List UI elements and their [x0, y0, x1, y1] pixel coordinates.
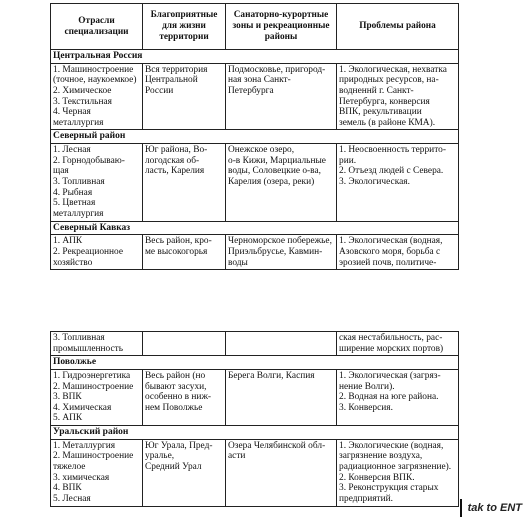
cell-problems-line: ская нестабильность, рас- [339, 333, 443, 343]
cell-territory [143, 63, 226, 130]
cell-resort-line: Черноморское побережье, [228, 236, 332, 247]
header-problems: Проблемы района [337, 4, 459, 50]
cell-specialization-line: 1. АПК [53, 236, 83, 247]
table-row [51, 144, 459, 221]
cell-specialization-line: 1. Лесная [53, 145, 91, 156]
cell-specialization-line: 4. Химическая [53, 402, 112, 413]
cell-specialization [51, 439, 143, 506]
cell-problems [337, 144, 459, 221]
cell-specialization-line: 4. Черная [53, 107, 91, 118]
table-row [51, 235, 459, 270]
cell-specialization-line: 4. ВПК [53, 483, 82, 494]
cell-territory-line: бывают засухи, [145, 381, 207, 392]
region-title: Центральная Россия [51, 50, 459, 64]
cell-territory [143, 235, 226, 270]
cell-territory-line: Центральной [145, 75, 198, 86]
cell-specialization-line: (точное, наукоемкое) [53, 75, 137, 86]
cell-problems-line: ширение морских портов) [339, 343, 444, 354]
region-row [51, 426, 459, 440]
cell-resort-line: воды [228, 257, 248, 268]
cell-specialization-line: 5. Лесная [53, 493, 91, 504]
cell-resort-line: Озера Челябинской обл- [228, 440, 326, 451]
cell-problems-line: 2. Отъезд людей с Севера. [339, 166, 444, 177]
cell-resort-line: Подмосковье, пригород- [228, 64, 326, 75]
region-row [51, 50, 459, 64]
cell-specialization-line: 2. Горнодобываю- [53, 155, 125, 166]
watermark [460, 499, 522, 517]
cell-territory-line: России [145, 85, 174, 96]
cell-territory [143, 369, 226, 425]
cell-problems [337, 369, 459, 425]
cell-specialization-line: 3. химическая [53, 472, 110, 483]
cell-specialization-line: 2. Машиностроение [53, 381, 134, 392]
cell-territory [143, 439, 226, 506]
cell-problems-line: 2. Конверсия ВПК. [339, 472, 415, 483]
cell-resort-line: воды, Соловецкие о-ва, [228, 166, 321, 177]
cell-problems-line: 2. Водная на юге района. [339, 392, 439, 403]
cell-resort-line: Карелия (озера, реки) [228, 177, 315, 188]
cell-problems-line: водненнй г. Санкт- [339, 85, 414, 96]
cell-specialization-line: тяжелое [53, 462, 86, 473]
specialization-table-bottom [50, 331, 459, 507]
cell-problems-line: природных ресурсов, на- [339, 75, 439, 86]
cell-resort-line: Берега Волги, Каспия [228, 370, 315, 381]
region-title: Северный район [51, 130, 459, 144]
watermark-text: tak to ENT [467, 501, 522, 514]
cell-problems-line: загрязнение воздуха, [339, 451, 423, 462]
cell-problems-line: 3. Реконструкция старых [339, 483, 439, 494]
region-title: Поволжье [51, 356, 459, 370]
cell-territory-line: Средний Урал [145, 462, 202, 473]
header-resort-zones: Санаторно-курортные зоны и рекреационные районы [226, 4, 337, 50]
cell-problems-line: 1. Экологические (водная, [339, 440, 444, 451]
cell-specialization-line: промышленность [53, 343, 123, 354]
cell-resort-line: Петербурга [228, 85, 274, 96]
cell-problems [337, 63, 459, 130]
region-row [51, 356, 459, 370]
cell-specialization-line: 2. Рекреационное [53, 246, 124, 257]
cell-specialization-line: металлургия [53, 117, 104, 128]
cell-specialization-line: металлургия [53, 208, 104, 219]
cell-problems [337, 332, 459, 356]
cell-territory [143, 144, 226, 221]
cell-territory-line: логодская об- [145, 155, 200, 166]
cell-problems-line: 3. Экологическая. [339, 177, 410, 188]
cell-problems [337, 235, 459, 270]
cell-specialization-line: 3. Текстильная [53, 96, 112, 107]
cell-specialization-line: 1. Машиностроение [53, 64, 134, 75]
cell-territory-line: нем Поволжье [145, 402, 203, 413]
cell-territory-line: Юг Урала, Пред- [145, 440, 213, 451]
cell-specialization [51, 332, 143, 356]
header-favorable-territories: Благоприятные для жизни территории [143, 4, 226, 50]
cell-problems-line: рии. [339, 155, 357, 166]
specialization-table-top [50, 3, 459, 270]
cell-resort [226, 235, 337, 270]
cell-problems [337, 439, 459, 506]
header-specialization: Отрасли специализации [51, 4, 143, 50]
cell-resort-line: Приэльбрусье, Кавмин- [228, 246, 323, 257]
cell-specialization-line: 2. Машиностроение [53, 451, 134, 462]
cell-specialization [51, 63, 143, 130]
cell-territory-line: Весь район, кро- [145, 236, 212, 247]
table-row [51, 63, 459, 130]
table-row [51, 439, 459, 506]
table-row-continued [51, 332, 459, 356]
cell-problems-line: 1. Неосвоенность террито- [339, 145, 446, 156]
cell-problems-line: Петербурга, конверсия [339, 96, 430, 107]
cell-territory-line: ласть, Карелия [145, 166, 205, 177]
cell-territory [143, 332, 226, 356]
cell-resort-line: асти [228, 451, 246, 462]
cell-specialization-line: 3. Топливная [53, 333, 105, 343]
region-row [51, 221, 459, 235]
region-title: Северный Кавказ [51, 221, 459, 235]
cell-territory-line: Юг района, Во- [145, 145, 208, 156]
cell-problems-line: земель (в районе КМА). [339, 117, 436, 128]
cell-resort [226, 369, 337, 425]
cell-territory-line: уралье, [145, 451, 175, 462]
cell-problems-line: нение Волги). [339, 381, 395, 392]
cell-specialization [51, 369, 143, 425]
cell-specialization [51, 235, 143, 270]
cell-specialization-line: хозяйство [53, 257, 93, 268]
cell-problems-line: радиационное загрязнение). [339, 462, 452, 473]
table-row [51, 369, 459, 425]
cell-problems-line: эрозией почв, политиче- [339, 257, 437, 268]
cell-territory-line: Вся территория [145, 64, 208, 75]
cell-resort [226, 63, 337, 130]
cell-problems-line: ВПК, рекультивации [339, 107, 422, 118]
header-row [51, 4, 459, 50]
cell-specialization-line: 5. Цветная [53, 198, 96, 209]
cell-problems-line: 1. Экологическая, нехватка [339, 64, 447, 75]
cell-territory-line: Весь район (но [145, 370, 206, 381]
watermark-bar [460, 499, 462, 517]
cell-specialization-line: 1. Металлургия [53, 440, 116, 451]
cell-resort-line: о-в Кижи, Марциальные [228, 155, 326, 166]
cell-resort-line: Онежское озеро, [228, 145, 295, 156]
cell-resort [226, 439, 337, 506]
cell-specialization-line: 2. Химическое [53, 85, 112, 96]
cell-specialization-line: щая [53, 166, 69, 177]
cell-specialization-line: 4. Рыбная [53, 187, 93, 198]
cell-specialization-line: 5. АПК [53, 413, 83, 424]
cell-territory-line: особенно в ниж- [145, 392, 212, 403]
cell-problems-line: предприятий. [339, 493, 394, 504]
cell-territory-line: ме высокогорья [145, 246, 208, 257]
cell-resort-line: ная зона Санкт- [228, 75, 291, 86]
cell-problems-line: 1. Экологическая (водная, [339, 236, 443, 247]
cell-problems-line: 1. Экологическая (загряз- [339, 370, 441, 381]
cell-specialization-line: 3. Топливная [53, 177, 105, 188]
cell-specialization-line: 3. ВПК [53, 392, 82, 403]
cell-problems-line: 3. Конверсия. [339, 402, 393, 413]
region-title: Уральский район [51, 426, 459, 440]
cell-specialization [51, 144, 143, 221]
cell-resort [226, 144, 337, 221]
cell-resort [226, 332, 337, 356]
cell-specialization-line: 1. Гидроэнергетика [53, 370, 131, 381]
cell-problems-line: Азовского моря, борьба с [339, 246, 441, 257]
region-row [51, 130, 459, 144]
